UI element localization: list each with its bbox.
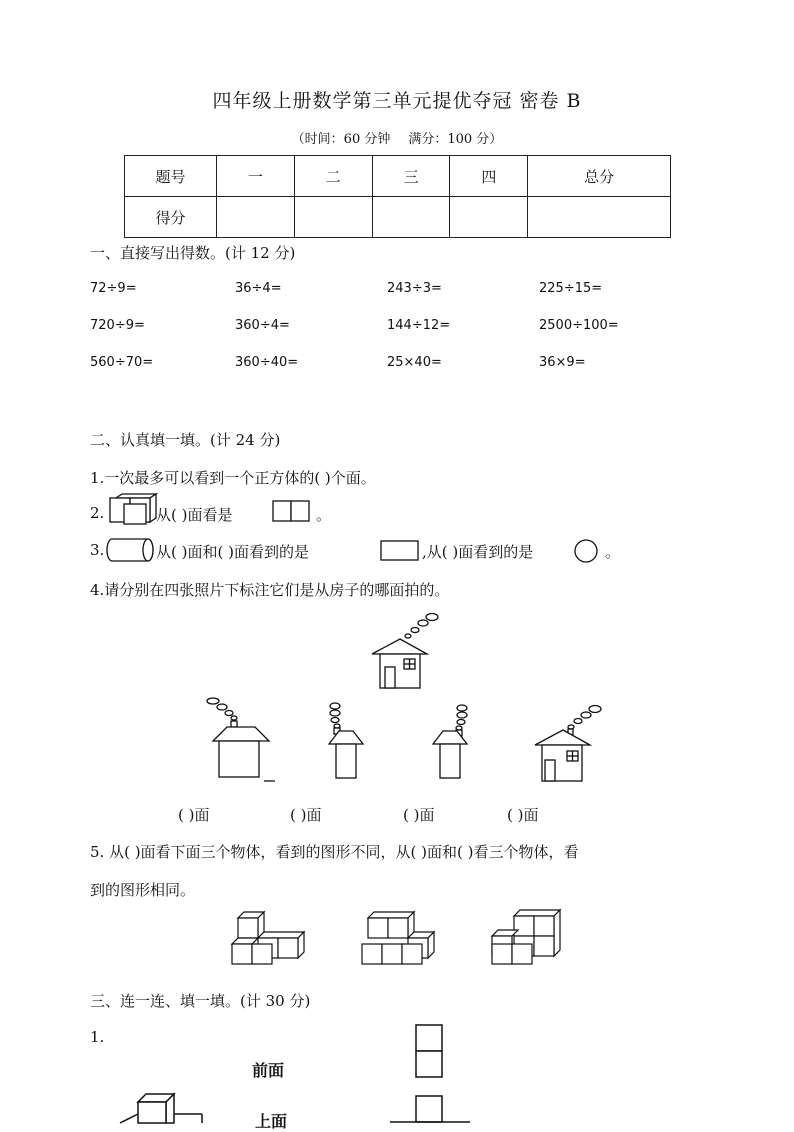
header-cell: 一 <box>217 156 295 197</box>
calc-item: 560÷70= <box>90 355 154 370</box>
section1-heading: 一、直接写出得数。(计 12 分) <box>90 244 296 262</box>
house-reference-figure <box>370 612 440 692</box>
label-front: 前面 <box>252 1061 285 1080</box>
question-2-5-line2: 到的图形相同。 <box>90 881 196 899</box>
header-cell: 题号 <box>125 156 217 197</box>
question-2-3-text-b: ,从( )面看到的是 <box>422 543 534 561</box>
calc-item: 243÷3= <box>387 281 442 296</box>
cube-stack-3-figure <box>488 906 568 968</box>
score-table <box>124 155 671 238</box>
score-cell[interactable] <box>372 197 450 238</box>
circle-answer-figure <box>573 538 599 564</box>
calc-item: 144÷12= <box>387 318 451 333</box>
view-label-4: ( )面 <box>507 806 539 824</box>
stacked-squares-figure <box>414 1023 444 1081</box>
calc-item: 25×40= <box>387 355 442 370</box>
header-cell: 四 <box>450 156 528 197</box>
score-table-score-row <box>125 197 671 238</box>
label-top: 上面 <box>255 1112 288 1131</box>
calc-item: 360÷40= <box>235 355 299 370</box>
cube-pair-figure <box>108 494 158 528</box>
house-view-3-figure <box>430 702 470 782</box>
question-2-4: 4.请分别在四张照片下标注它们是从房子的哪面拍的。 <box>90 581 450 599</box>
score-cell[interactable] <box>450 197 528 238</box>
question-2-3-end: 。 <box>605 543 621 561</box>
calc-item: 225÷15= <box>539 281 603 296</box>
question-2-3-number: 3. <box>90 541 105 559</box>
question-2-2-text: 从( )面看是 <box>156 506 233 524</box>
calc-item: 36×9= <box>539 355 586 370</box>
cylinder-figure <box>106 537 156 565</box>
score-cell[interactable] <box>217 197 295 238</box>
view-label-2: ( )面 <box>290 806 322 824</box>
question-2-2-number: 2. <box>90 504 105 522</box>
calc-item: 360÷4= <box>235 318 290 333</box>
score-table-header-row <box>125 156 671 197</box>
house-view-4-figure <box>533 703 603 785</box>
view-label-3: ( )面 <box>403 806 435 824</box>
time-limit: （时间：60 分钟 <box>291 132 391 147</box>
cube-stack-2-figure <box>358 910 434 968</box>
two-squares-answer-figure <box>272 500 312 522</box>
question-2-5-line1: 5. 从( )面看下面三个物体，看到的图形不同，从( )面和( )看三个物体，看 <box>90 843 579 861</box>
view-label-1: ( )面 <box>178 806 210 824</box>
header-cell: 总分 <box>528 156 671 197</box>
row-label: 得分 <box>125 197 217 238</box>
house-view-1-figure <box>203 695 283 787</box>
full-score: 满分：100 分） <box>408 132 503 147</box>
section3-heading: 三、连一连、填一填。(计 30 分) <box>90 992 311 1010</box>
header-cell: 二 <box>294 156 372 197</box>
calc-item: 720÷9= <box>90 318 145 333</box>
section2-heading: 二、认真填一填。(计 24 分) <box>90 431 281 449</box>
question-3-1-number: 1. <box>90 1028 105 1046</box>
rectangle-answer-figure <box>380 540 420 562</box>
t-shape-view-figure <box>388 1094 472 1123</box>
question-2-1: 1.一次最多可以看到一个正方体的( )个面。 <box>90 469 376 487</box>
cube-stack-1-figure <box>228 910 304 968</box>
cube-solid-figure <box>118 1090 208 1123</box>
question-2-2-end: 。 <box>316 506 332 524</box>
score-cell[interactable] <box>294 197 372 238</box>
calc-item: 2500÷100= <box>539 318 619 333</box>
score-cell[interactable] <box>528 197 671 238</box>
exam-info <box>0 128 794 147</box>
calc-item: 72÷9= <box>90 281 137 296</box>
question-2-3-text-a: 从( )面和( )面看到的是 <box>156 543 309 561</box>
calc-item: 36÷4= <box>235 281 282 296</box>
house-view-2-figure <box>326 700 366 782</box>
header-cell: 三 <box>372 156 450 197</box>
page-title: 四年级上册数学第三单元提优夺冠 密卷 B <box>212 90 582 112</box>
